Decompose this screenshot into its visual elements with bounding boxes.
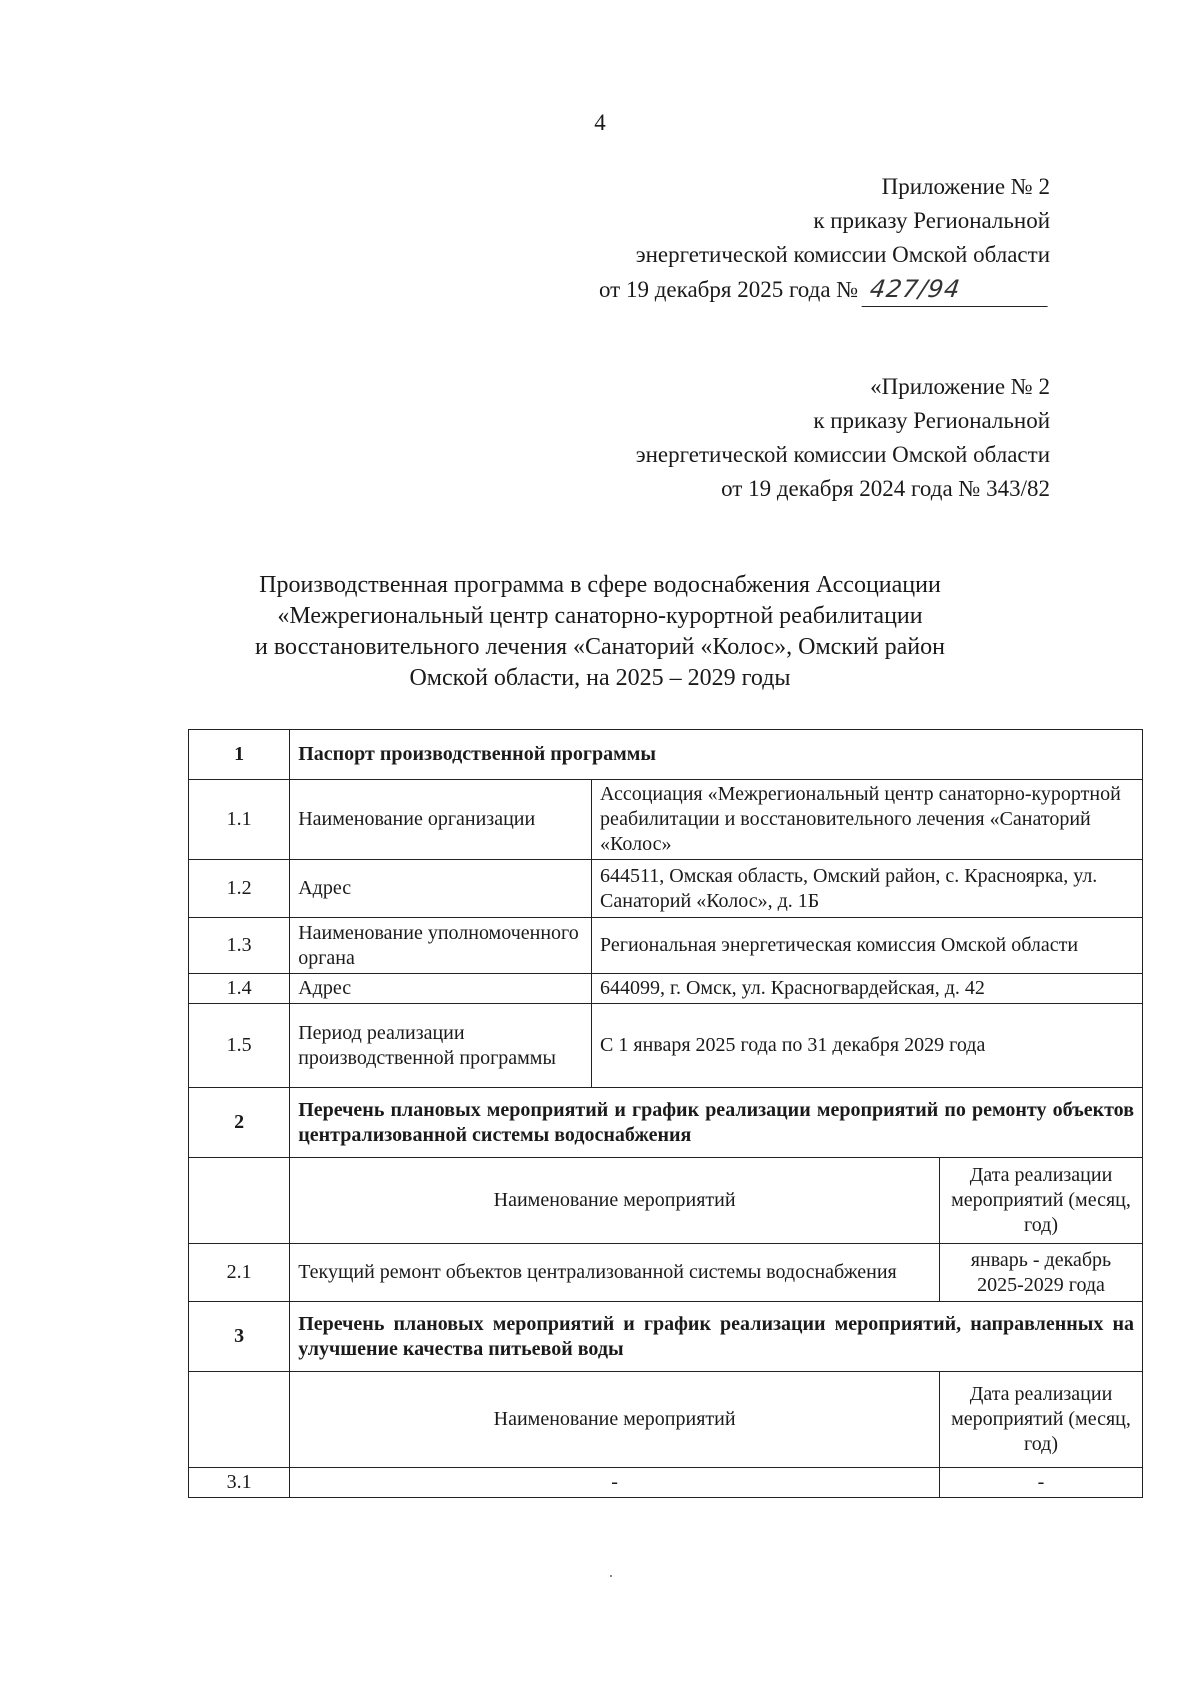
row-number: 1.1 xyxy=(189,780,290,860)
appendix-current-line4 xyxy=(599,272,1050,307)
section2-header-name: Наименование мероприятий xyxy=(290,1158,940,1244)
appendix-previous-line3: энергетической комиссии Омской области xyxy=(635,442,1050,467)
row-number: 3.1 xyxy=(189,1468,290,1498)
row-number: 1.5 xyxy=(189,1004,290,1088)
row-date: - xyxy=(940,1468,1143,1498)
row-label: Период реализации производственной программы xyxy=(290,1004,592,1088)
section3-number: 3 xyxy=(189,1302,290,1372)
row-value: Ассоциация «Межрегиональный центр санаторно-курортной реабилитации и восстановительного лечения «Санаторий «Колос» xyxy=(592,780,1143,860)
section2-header-row xyxy=(189,1088,1143,1158)
appendix-current-line3: энергетической комиссии Омской области xyxy=(635,242,1050,267)
page-number: 4 xyxy=(594,110,606,135)
row-value: Региональная энергетическая комиссия Омской области xyxy=(592,918,1143,974)
scan-speck xyxy=(610,1575,612,1577)
section3-title: Перечень плановых мероприятий и график реализации мероприятий, направленных на улучшение качества питьевой воды xyxy=(290,1302,1143,1372)
row-label: Адрес xyxy=(290,974,592,1004)
table-row xyxy=(189,1004,1143,1088)
row-label: Адрес xyxy=(290,860,592,918)
title-line3: и восстановительного лечения «Санаторий «Колос», Омский район xyxy=(255,634,945,660)
section3-header-row xyxy=(189,1302,1143,1372)
appendix-previous-block xyxy=(636,370,1050,506)
handwritten-order-number: 427/94 xyxy=(862,272,1053,307)
appendix-current-line2: к приказу Региональной xyxy=(813,208,1050,233)
row-number: 1.2 xyxy=(189,860,290,918)
table-row xyxy=(189,860,1143,918)
appendix-current-line1: Приложение № 2 xyxy=(881,174,1050,199)
row-number: 1.3 xyxy=(189,918,290,974)
row-number: 2.1 xyxy=(189,1244,290,1302)
appendix-previous-line2: к приказу Региональной xyxy=(813,408,1050,433)
title-line1: Производственная программа в сфере водоснабжения Ассоциации xyxy=(259,572,941,598)
row-label: Наименование организации xyxy=(290,780,592,860)
section2-columns-row xyxy=(189,1158,1143,1244)
empty-cell xyxy=(189,1372,290,1468)
appendix-previous-line4: от 19 декабря 2024 года № 343/82 xyxy=(721,476,1050,501)
table-row xyxy=(189,780,1143,860)
section1-number: 1 xyxy=(189,730,290,780)
table-row xyxy=(189,918,1143,974)
production-program-table xyxy=(188,729,1143,1498)
empty-cell xyxy=(189,1158,290,1244)
row-date: январь - декабрь 2025-2029 года xyxy=(940,1244,1143,1302)
table-row xyxy=(189,974,1143,1004)
row-label: Наименование уполномоченного органа xyxy=(290,918,592,974)
section2-header-date: Дата реализации мероприятий (месяц, год) xyxy=(940,1158,1143,1244)
section3-header-date: Дата реализации мероприятий (месяц, год) xyxy=(940,1372,1143,1468)
row-name: - xyxy=(290,1468,940,1498)
row-value: 644099, г. Омск, ул. Красногвардейская, д. 42 xyxy=(592,974,1143,1004)
title-line4: Омской области, на 2025 – 2029 годы xyxy=(409,665,791,691)
table-row xyxy=(189,1468,1143,1498)
appendix-current-date-prefix: от 19 декабря 2025 года № xyxy=(598,277,859,302)
appendix-current-block xyxy=(599,170,1050,307)
row-value: 644511, Омская область, Омский район, с. Красноярка, ул. Санаторий «Колос», д. 1Б xyxy=(592,860,1143,918)
section2-title: Перечень плановых мероприятий и график реализации мероприятий по ремонту объектов централизованной системы водоснабжения xyxy=(290,1088,1143,1158)
row-name: Текущий ремонт объектов централизованной системы водоснабжения xyxy=(290,1244,940,1302)
section3-columns-row xyxy=(189,1372,1143,1468)
section3-header-name: Наименование мероприятий xyxy=(290,1372,940,1468)
appendix-previous-line1: «Приложение № 2 xyxy=(870,374,1050,399)
row-value: С 1 января 2025 года по 31 декабря 2029 года xyxy=(592,1004,1143,1088)
title-line2: «Межрегиональный центр санаторно-курортной реабилитации xyxy=(277,603,923,629)
document-title xyxy=(0,570,1200,694)
table-row xyxy=(189,1244,1143,1302)
section1-title: Паспорт производственной программы xyxy=(290,730,1143,780)
row-number: 1.4 xyxy=(189,974,290,1004)
section1-header-row xyxy=(189,730,1143,780)
section2-number: 2 xyxy=(189,1088,290,1158)
